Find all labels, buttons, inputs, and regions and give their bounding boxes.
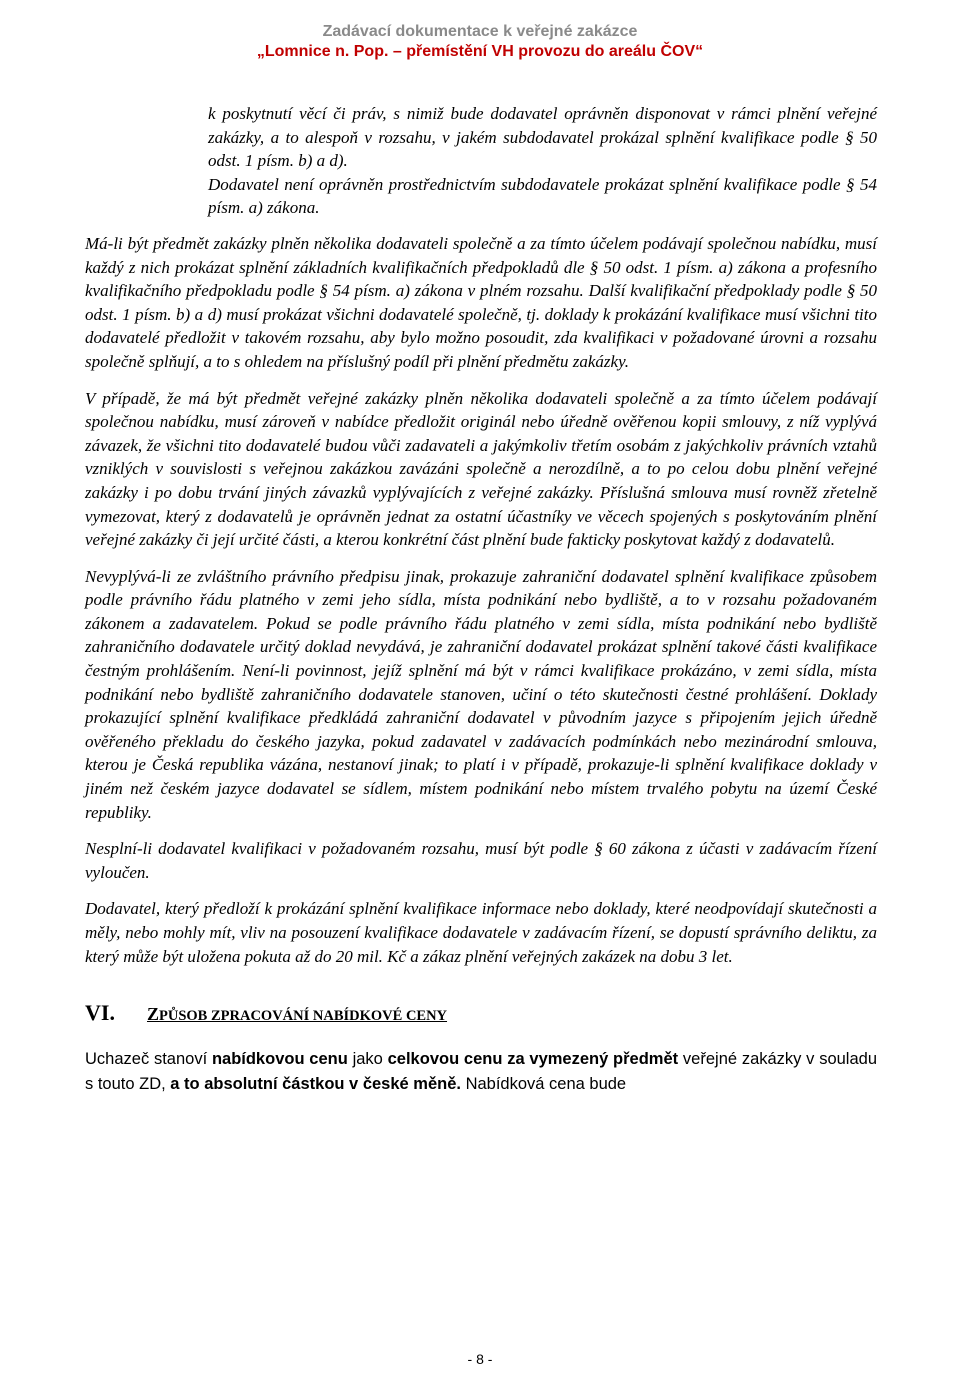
paragraph-subcontractor-rights: k poskytnutí věcí či práv, s nimiž bude dodavatel oprávněn disponovat v rámci plnění veřejné zakázky, a to alespoň v rozsahu, v jakém subdodavatel prokázal splnění kvalifikace podle § 50 odst. 1 písm. b) a d). — [208, 104, 877, 171]
offer-price-text-3: veřejné zakázky v souladu s touto ZD, — [85, 1050, 878, 1094]
offer-price-text-1: Uchazeč stanoví — [85, 1050, 212, 1069]
page-number: - 8 - — [467, 1351, 493, 1367]
paragraph-exclusion: Nesplní-li dodavatel kvalifikaci v požadovaném rozsahu, musí být podle § 60 zákona z účasti v zadávacím řízení vyloučen. — [85, 839, 877, 882]
section-title — [147, 1001, 447, 1029]
section-title-initial: Z — [147, 1004, 160, 1025]
paragraph-foreign-supplier: Nevyplývá-li ze zvláštního právního předpisu jinak, prokazuje zahraniční dodavatel splnění kvalifikace způsobem podle právního řádu platného v zemi jeho sídla, místa podnikání nebo bydliště, a to v rozsahu požadovaném zákonem a zadavatelem. Pokud se podle právního řádu platného v zemi sídla, místa podnikání nebo bydliště zahraničního dodavatele určitý doklad nevydává, je zahraniční dodavatel prokázat splnění takové části kvalifikace čestným prohlášením. Není-li povinnost, jejíž splnění má být v rámci kvalifikace prokázáno, v zemi sídla, místa podnikání nebo bydliště zahraničního dodavatele stanoven, učiní o této skutečnosti čestné prohlášení. Doklady prokazující splnění kvalifikace předkládá zahraniční dodavatel v původním jazyce s připojením jejich úředně ověřeného překladu do českého jazyka, pokud zadavatel v zadávacích podmínkách nebo mezinárodní smlouva, kterou je Česká republika vázána, nestanoví jinak; to platí i v případě, prokazuje-li splnění kvalifikace doklady v jiném než českém jazyce dodavatel se sídlem, místem podnikání nebo místem trvalého pobytu na území České republiky. — [85, 566, 877, 822]
paragraph-penalty: Dodavatel, který předloží k prokázání splnění kvalifikace informace nebo doklady, které neodpovídají skutečnosti a měly, nebo mohly mít, vliv na posouzení kvalifikace dodavatele v zadávacím řízení, se dopustí správního deliktu, za který může být uložena pokuta až do 20 mil. Kč a zákaz plnění veřejných zakázek na dobu 3 let. — [85, 899, 877, 966]
section-number: VI. — [85, 1000, 115, 1026]
paragraph-subcontractor-limit: Dodavatel není oprávněn prostřednictvím subdodavatele prokázat splnění kvalifikace podle § 54 písm. a) zákona. — [208, 174, 877, 218]
header-title: Zadávací dokumentace k veřejné zakázce — [322, 23, 638, 40]
section-heading — [85, 1000, 877, 1029]
offer-price-bold-3: a to absolutní částkou v české měně. — [170, 1075, 461, 1094]
offer-price-text-2: jako — [347, 1050, 388, 1069]
paragraph-joint-bid-contract: V případě, že má být předmět veřejné zakázky plněn několika dodavateli společně a za tímto účelem podávají společnou nabídku, musí zároveň v nabídce předložit originál nebo úředně ověřenou kopii smlouvy, z níž vyplývá závazek, že všichni tito dodavatelé budou vůči zadavateli a jakýmkoliv třetím osobám z jakýchkoliv právních vztahů vzniklých v souvislosti s veřejnou zakázkou zavázáni společně a nerozdílně, a to po celou dobu plnění veřejné zakázky i po dobu trvání jiných závazků vyplývajících z veřejné zakázky. Příslušná smlouva musí rovněž zřetelně vymezovat, který z dodavatelů je oprávněn jednat za ostatní účastníky ve věcech spojených s poskytováním plnění veřejné zakázky či její určité části, a kterou konkrétní část plnění bude fakticky poskytovat každý z dodavatelů. — [85, 388, 877, 550]
section-title-rest: PŮSOB ZPRACOVÁNÍ NABÍDKOVÉ CENY — [159, 1008, 448, 1025]
document-header — [0, 22, 960, 62]
header-project-name: „Lomnice n. Pop. – přemístění VH provozu do areálu ČOV“ — [256, 43, 704, 60]
paragraph-offer-price — [85, 1047, 877, 1097]
offer-price-text-4: Nabídková cena bude — [460, 1075, 627, 1094]
offer-price-bold-1: nabídkovou cenu — [211, 1050, 348, 1069]
offer-price-bold-2: celkovou cenu za vymezený předmět — [387, 1050, 679, 1069]
paragraph-joint-bid-qualification: Má-li být předmět zakázky plněn několika dodavateli společně a za tímto účelem podávají společnou nabídku, musí každý z nich prokázat splnění základních kvalifikačních předpokladů dle § 50 odst. 1 písm. a) zákona a profesního kvalifikačního předpokladu podle § 54 písm. a) zákona v plném rozsahu. Další kvalifikační předpoklady podle § 50 odst. 1 písm. b) a d) musí prokázat všichni dodavatelé společně, tj. doklady k prokázání kvalifikace musí všichni tito dodavatelé předložit v takovém rozsahu, aby bylo možno posoudit, zda kvalifikaci v požadované úrovni a rozsahu společně splňují, a to s ohledem na příslušný podíl při plnění předmětu zakázky. — [85, 233, 877, 371]
document-body — [85, 102, 877, 1097]
